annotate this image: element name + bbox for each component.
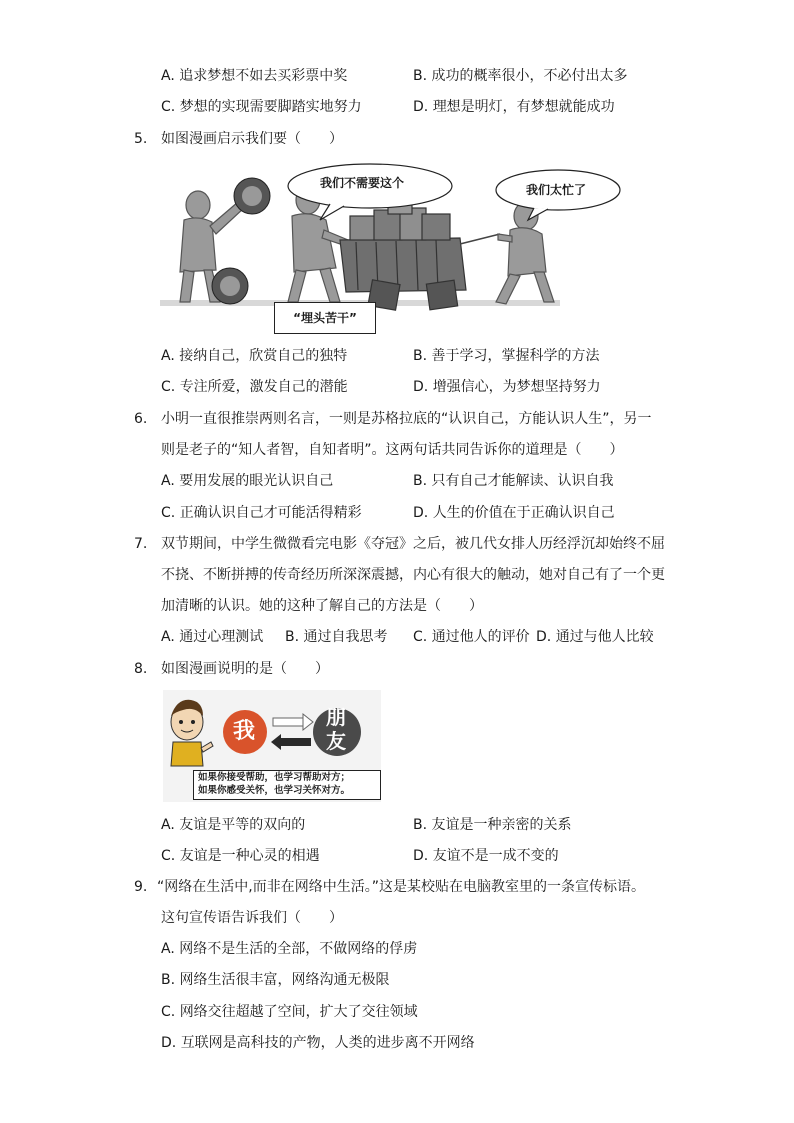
q8-option-c[interactable]: C. 友谊是一种心灵的相遇 [161, 848, 320, 864]
q7-option-a[interactable]: A. 通过心理测试 [161, 629, 264, 645]
q6-option-b[interactable]: B. 只有自己才能解读、认识自我 [413, 473, 614, 489]
q7-number: 7. [134, 536, 148, 552]
q8-option-d[interactable]: D. 友谊不是一成不变的 [413, 848, 559, 864]
q7-option-b[interactable]: B. 通过自我思考 [285, 629, 388, 645]
bubble-left-text: 我们不需要这个 [320, 176, 405, 190]
q5-number: 5. [134, 131, 148, 147]
q5-stem: 如图漫画启示我们要（ ） [161, 131, 343, 147]
q6-option-a[interactable]: A. 要用发展的眼光认识自己 [161, 473, 334, 489]
q4-option-a[interactable]: A. 追求梦想不如去买彩票中奖 [161, 68, 348, 84]
q7-option-d[interactable]: D. 通过与他人比较 [536, 629, 654, 645]
cart [340, 198, 466, 310]
q8-option-b[interactable]: B. 友谊是一种亲密的关系 [413, 817, 572, 833]
q4-option-c[interactable]: C. 梦想的实现需要脚踏实地努力 [161, 99, 362, 115]
q5-option-d[interactable]: D. 增强信心，为梦想坚持努力 [413, 379, 601, 395]
q5-option-c[interactable]: C. 专注所爱，激发自己的潜能 [161, 379, 348, 395]
stone-wheel-ground [212, 268, 248, 304]
q4-option-d[interactable]: D. 理想是明灯，有梦想就能成功 [413, 99, 615, 115]
q5-cartoon [160, 160, 630, 340]
friendship-note: 如果你接受帮助，也学习帮助对方； 如果你感受关怀，也学习关怀对方。 [193, 770, 381, 800]
friend-label-1: 朋 [326, 705, 346, 729]
q7-stem-line2: 不挠、不断拼搏的传奇经历所深深震撼，内心有很大的触动，她对自己有了一个更 [161, 567, 665, 583]
q8-cartoon [163, 690, 381, 802]
q6-option-d[interactable]: D. 人生的价值在于正确认识自己 [413, 505, 615, 521]
q5-option-b[interactable]: B. 善于学习，掌握科学的方法 [413, 348, 600, 364]
q6-stem-line2: 则是老子的“知人者智，自知者明”。这两句话共同告诉你的道理是（ ） [161, 442, 624, 458]
q9-number: 9. [134, 879, 148, 895]
q9-option-c[interactable]: C. 网络交往超越了空间，扩大了交往领域 [161, 1004, 418, 1020]
q9-stem-line1: “网络在生活中,而非在网络中生活。”这是某校贴在电脑教室里的一条宣传标语。 [157, 879, 645, 895]
q9-option-b[interactable]: B. 网络生活很丰富，网络沟通无极限 [161, 972, 390, 988]
exchange-arrows [271, 714, 313, 750]
q9-option-a[interactable]: A. 网络不是生活的全部，不做网络的俘虏 [161, 941, 418, 957]
q6-stem-line1: 小明一直很推崇两则名言，一则是苏格拉底的“认识自己，方能认识人生”，另一 [161, 411, 652, 427]
cartoon-caption: “埋头苦干” [274, 302, 376, 334]
q9-option-d[interactable]: D. 互联网是高科技的产物，人类的进步离不开网络 [161, 1035, 475, 1051]
q7-stem-line1: 双节期间，中学生微微看完电影《夺冠》之后，被几代女排人历经浮沉却始终不屈 [161, 536, 665, 552]
q9-stem-line2: 这句宣传语告诉我们（ ） [161, 910, 343, 926]
q7-option-c[interactable]: C. 通过他人的评价 [413, 629, 530, 645]
caveman-right-figure [496, 202, 554, 304]
q5-option-a[interactable]: A. 接纳自己，欣赏自己的独特 [161, 348, 348, 364]
boy-figure [171, 700, 213, 766]
q6-option-c[interactable]: C. 正确认识自己才可能活得精彩 [161, 505, 362, 521]
q6-number: 6. [134, 411, 148, 427]
q7-stem-line3: 加清晰的认识。她的这种了解自己的方法是（ ） [161, 598, 483, 614]
q8-stem: 如图漫画说明的是（ ） [161, 661, 329, 677]
q8-option-a[interactable]: A. 友谊是平等的双向的 [161, 817, 306, 833]
q4-option-b[interactable]: B. 成功的概率很小，不必付出太多 [413, 68, 628, 84]
bubble-right-text: 我们太忙了 [526, 183, 587, 197]
friend-label-2: 友 [326, 729, 346, 753]
q8-number: 8. [134, 661, 148, 677]
me-label: 我 [233, 719, 256, 744]
stone-wheel-raised [234, 178, 270, 214]
